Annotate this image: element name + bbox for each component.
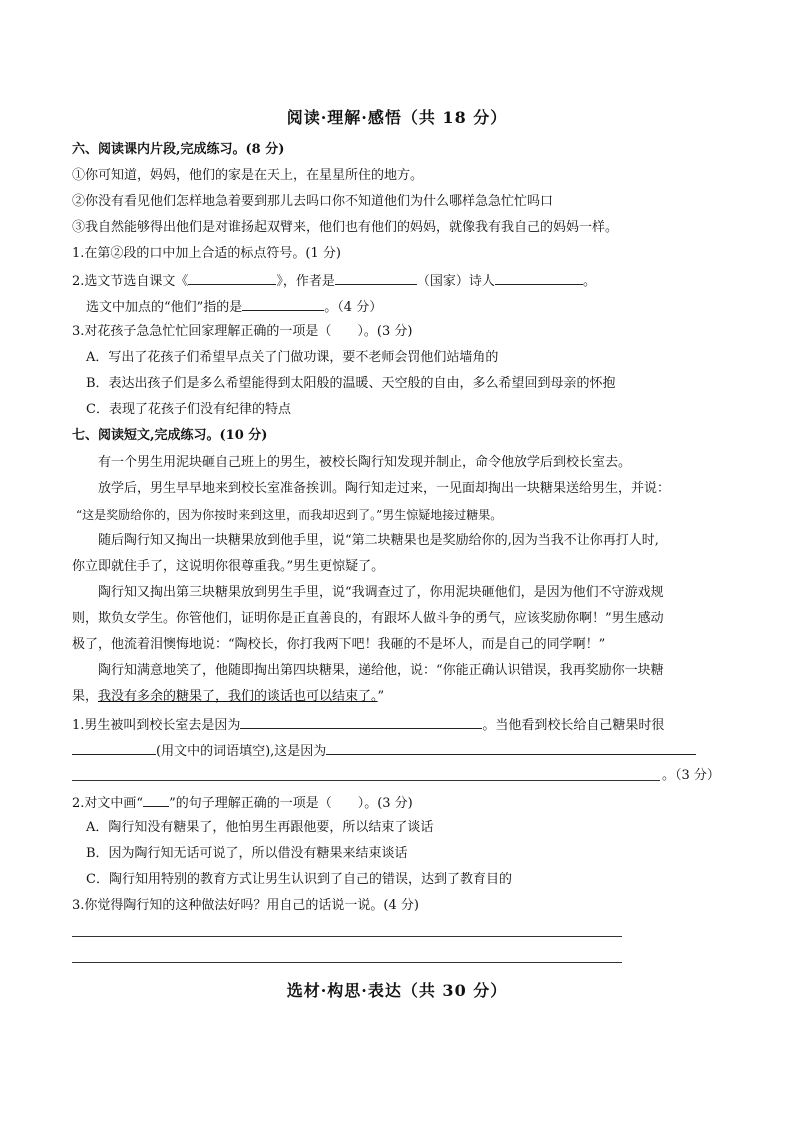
q7-item-1-line-2 xyxy=(72,740,696,762)
q6-item-2 xyxy=(72,270,596,292)
answer-line-q7-3a[interactable] xyxy=(72,936,622,937)
q7-item-1-text-b: 。当他看到校长给自己糖果时很 xyxy=(482,718,665,733)
q6-item-3: 3.对花孩子急急忙忙回家理解正确的一项是（ ）。(3 分) xyxy=(72,324,413,339)
q6-item-2-text-e: 选文中加点的“他们”指的是 xyxy=(86,300,243,315)
story-line-3: “这是奖励给你的，因为你按时来到这里，而我却迟到了。”男生惊疑地接过糖果。 xyxy=(76,508,503,522)
blank-lesson-title[interactable] xyxy=(188,270,276,285)
q7-item-1 xyxy=(72,714,664,736)
blank-feeling-word[interactable] xyxy=(72,740,156,755)
q7-item-2 xyxy=(72,792,413,814)
story-line-10-a: 果， xyxy=(72,689,99,704)
section-title-reading: 阅读·理解·感悟（共 18 分） xyxy=(286,108,508,127)
underline-marker xyxy=(143,792,169,807)
q6-header: 六、阅读课内片段,完成练习。(8 分) xyxy=(72,142,285,157)
q7-option-c: C．陶行知用特别的教育方式让男生认识到了自己的错误，达到了教育目的 xyxy=(86,872,512,887)
q6-item-2-text-b: 》，作者是 xyxy=(276,274,335,289)
blank-author[interactable] xyxy=(335,270,417,285)
story-line-7: 则，欺负女学生。你管他们，证明你是正直善良的，有跟坏人做斗争的勇气，应该奖励你啊！”男生感动 xyxy=(72,611,664,626)
answer-line-q7-3b[interactable] xyxy=(72,962,622,963)
story-line-2: 放学后，男生早早地来到校长室准备挨训。陶行知走过来，一见面却掏出一块糖果送给男生，并说： xyxy=(98,481,671,496)
story-line-9: 陶行知满意地笑了，他随即掏出第四块糖果，递给他，说：“你能正确认识错误，我再奖励你一块糖 xyxy=(98,663,664,678)
story-line-4: 随后陶行知又掏出一块糖果放到他手里，说“第二块糖果也是奖励给你的,因为当我不让你再打人时, xyxy=(98,533,659,548)
blank-because[interactable] xyxy=(326,740,696,755)
q7-item-3: 3.你觉得陶行知的这种做法好吗？用自己的话说一说。(4 分) xyxy=(72,898,419,913)
q6-item-2-sub xyxy=(86,296,382,318)
q7-header: 七、阅读短文,完成练习。(10 分) xyxy=(72,428,268,443)
blank-they-refer[interactable] xyxy=(242,296,324,311)
q6-option-a: A．写出了花孩子们希望早点关了门做功课，要不老师会罚他们站墙角的 xyxy=(86,350,499,365)
q6-item-2-text-d: 。 xyxy=(582,274,596,289)
q6-item-1: 1.在第②段的口中加上合适的标点符号。(1 分) xyxy=(72,246,341,261)
story-line-5: 你立即就住手了，这说明你很尊重我。”男生更惊疑了。 xyxy=(72,559,385,574)
story-line-10 xyxy=(72,687,384,707)
q6-paragraph-1: ①你可知道，妈妈，他们的家是在天上，在星星所住的地方。 xyxy=(72,168,424,183)
q6-paragraph-3: ③我自然能够得出他们是对谁扬起双臂来，他们也有他们的妈妈，就像我有我自己的妈妈一样。 xyxy=(72,220,619,235)
q7-item-1-score: 。（3 分） xyxy=(662,768,720,783)
q6-item-2-text-a: 2.选文节选自课文《 xyxy=(72,274,189,289)
q6-item-2-text-f: 。（4 分） xyxy=(324,300,383,315)
section-title-writing: 选材·构思·表达（共 30 分） xyxy=(286,981,508,1000)
q6-option-c: C．表现了花孩子们没有纪律的特点 xyxy=(86,402,291,417)
q7-item-2-text-a: 2.对文中画“ xyxy=(72,796,144,811)
story-line-1: 有一个男生用泥块砸自己班上的男生，被校长陶行知发现并制止，命令他放学后到校长室去。 xyxy=(98,455,632,470)
q7-item-1-text-c: (用文中的词语填空),这是因为 xyxy=(156,744,327,759)
q6-item-2-text-c: （国家）诗人 xyxy=(416,274,495,289)
answer-line-q7-1[interactable] xyxy=(72,780,660,781)
q6-paragraph-2: ②你没有看见他们怎样地急着要到那儿去吗口你不知道他们为什么哪样急急忙忙吗口 xyxy=(72,194,554,209)
story-line-8: 极了，他流着泪懊悔地说：“陶校长，你打我两下吧！我砸的不是坏人，而是自己的同学啊！” xyxy=(72,637,606,652)
q7-option-b: B．因为陶行知无话可说了，所以借没有糖果来结束谈话 xyxy=(86,846,408,861)
story-line-6: 陶行知又掏出第三块糖果放到男生手里，说“我调查过了，你用泥块砸他们，是因为他们不守游戏规 xyxy=(98,585,664,600)
blank-reason-called[interactable] xyxy=(240,714,482,729)
story-line-10-c: ” xyxy=(377,689,385,704)
q7-item-1-text-a: 1.男生被叫到校长室去是因为 xyxy=(72,718,241,733)
underlined-sentence: 我没有多余的糖果了，我们的谈话也可以结束了。 xyxy=(98,689,378,704)
blank-poet-name[interactable] xyxy=(495,270,583,285)
q7-option-a: A．陶行知没有糖果了，他怕男生再跟他要，所以结束了谈话 xyxy=(86,820,434,835)
q7-item-2-text-b: ”的句子理解正确的一项是（ ）。(3 分) xyxy=(169,796,413,811)
q6-option-b: B．表达出孩子们是多么希望能得到太阳般的温暖、天空般的自由，多么希望回到母亲的怀抱 xyxy=(86,376,616,391)
